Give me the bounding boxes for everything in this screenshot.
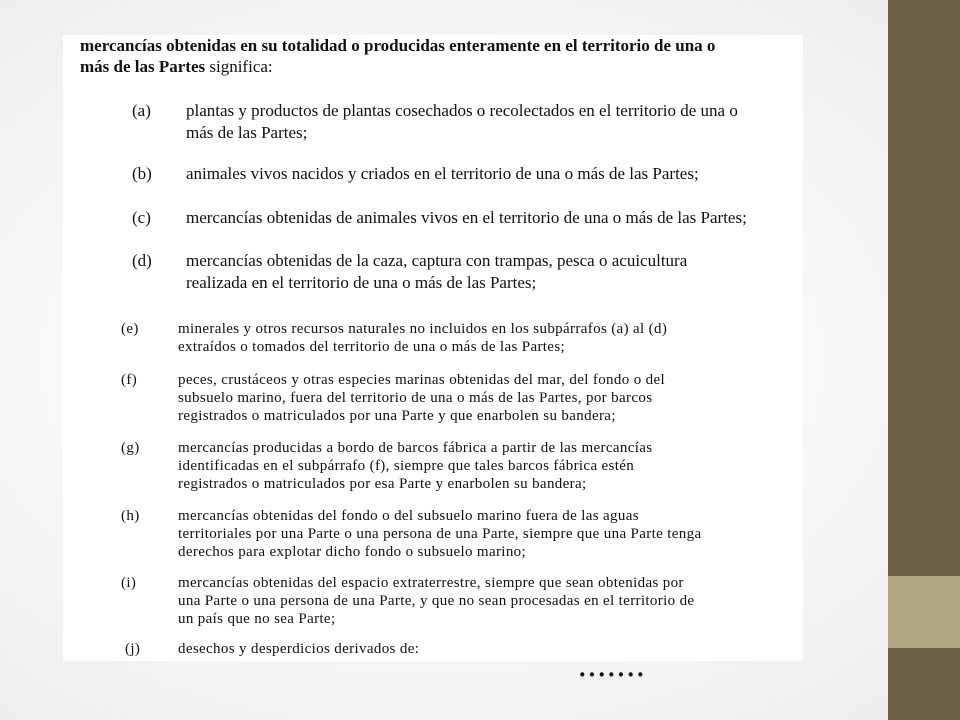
side-band-top-block xyxy=(888,0,960,576)
item-label: (f) xyxy=(121,372,138,388)
item-label: (h) xyxy=(121,508,140,524)
item-text: peces, crustáceos y otras especies marinas obtenidas del mar, del fondo o del subsuelo marino, fuera del territorio de una o más de las Partes, por barcos registrados o matriculados por una Parte y que enarbolen su bandera; xyxy=(178,372,666,424)
decorative-side-band xyxy=(888,0,960,720)
side-band-accent-block xyxy=(888,576,960,648)
item-label: (g) xyxy=(121,440,140,456)
list-item-b xyxy=(132,163,699,185)
definition-line-2 xyxy=(80,56,273,78)
list-item-j xyxy=(121,640,419,658)
item-label: (c) xyxy=(132,208,151,227)
item-text: mercancías obtenidas del fondo o del subsuelo marino fuera de las aguas territoriales por una Parte o una persona de una Parte, siempre que una Parte tenga derechos para explotar dicho fondo o subsuelo marino; xyxy=(178,508,702,560)
list-item-a xyxy=(132,100,738,144)
item-label: (e) xyxy=(121,321,139,337)
item-text: mercancías obtenidas de la caza, captura con trampas, pesca o acuicultura realizada en el territorio de una o más de las Partes; xyxy=(186,251,688,292)
list-item-h xyxy=(121,507,701,561)
document-excerpt xyxy=(63,35,803,661)
continuation-ellipsis: ······· xyxy=(578,660,646,689)
item-label: (a) xyxy=(132,101,151,120)
item-label: (b) xyxy=(132,164,152,183)
item-label: (d) xyxy=(132,251,152,270)
item-text: plantas y productos de plantas cosechados o recolectados en el territorio de una o más de las Partes; xyxy=(186,101,738,142)
item-text: minerales y otros recursos naturales no incluidos en los subpárrafos (a) al (d) extraídos o tomados del territorio de una o más de las Partes; xyxy=(178,321,668,355)
definition-verb: significa: xyxy=(205,57,273,76)
item-label: (i) xyxy=(121,575,137,591)
definition-line-1 xyxy=(80,35,715,57)
item-text: mercancías producidas a bordo de barcos fábrica a partir de las mercancías identificadas en el subpárrafo (f), siempre que tales barcos fábrica estén registrados o matriculados por esa Parte y enarbolen su bandera; xyxy=(178,440,653,492)
item-label: (j) xyxy=(125,641,141,657)
item-text: desechos y desperdicios derivados de: xyxy=(178,641,420,657)
item-text: mercancías obtenidas del espacio extraterrestre, siempre que sean obtenidas por una Parte o una persona de una Parte, y que no sean procesadas en el territorio de un país que no sea Parte; xyxy=(178,575,695,627)
item-text: mercancías obtenidas de animales vivos en el territorio de una o más de las Partes; xyxy=(186,208,747,227)
list-item-c xyxy=(132,207,747,229)
list-item-f xyxy=(121,371,665,425)
definition-term-part-1: mercancías obtenidas en su totalidad o producidas enteramente en el territorio de una o xyxy=(80,36,716,55)
side-band-bottom-block xyxy=(888,648,960,720)
list-item-d xyxy=(132,250,687,294)
list-item-e xyxy=(121,320,667,356)
item-text: animales vivos nacidos y criados en el territorio de una o más de las Partes; xyxy=(186,164,699,183)
definition-term-part-2: más de las Partes xyxy=(80,57,206,76)
list-item-g xyxy=(121,439,652,493)
list-item-i xyxy=(121,574,694,628)
